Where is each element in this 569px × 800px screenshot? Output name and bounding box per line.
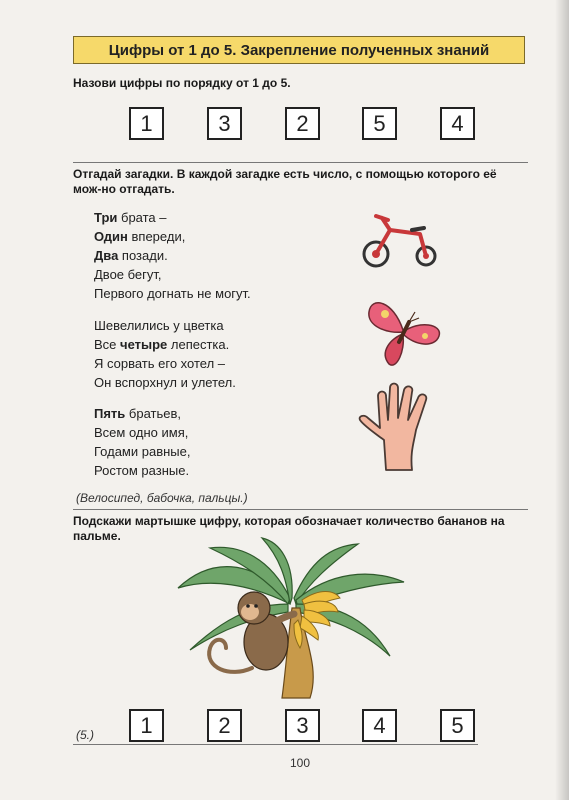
divider — [73, 744, 478, 745]
digit-box-2: 3 — [207, 107, 242, 140]
riddle1-line2: впереди, — [127, 229, 186, 244]
digit-box-3: 3 — [285, 709, 320, 742]
hand-icon — [356, 380, 438, 472]
riddle1-line4: Двое бегут, — [94, 267, 162, 282]
task2-answer: (Велосипед, бабочка, пальцы.) — [76, 491, 248, 505]
riddle2-line2-pre: Все — [94, 337, 121, 352]
riddle1-line5: Первого догнать не могут. — [94, 286, 251, 301]
riddle3-line3: Годами равные, — [94, 444, 191, 459]
riddle2-line4: Он вспорхнул и улетел. — [94, 375, 236, 390]
digit-box-1: 1 — [129, 107, 164, 140]
task1-instruction: Назови цифры по порядку от 1 до 5. — [73, 76, 291, 90]
riddle1-line3: позади. — [118, 248, 168, 263]
riddle-2 — [94, 316, 236, 392]
page-title: Цифры от 1 до 5. Закрепление полученных знаний — [73, 36, 525, 64]
digit-box-4: 5 — [362, 107, 397, 140]
digit-box-4: 4 — [362, 709, 397, 742]
riddle-3 — [94, 404, 190, 480]
tricycle-icon — [360, 212, 440, 272]
task3-answer: (5.) — [76, 728, 94, 742]
divider — [73, 509, 528, 510]
riddle-1 — [94, 208, 251, 303]
riddle1-line1: брата – — [117, 210, 167, 225]
riddle3-line4: Ростом разные. — [94, 463, 190, 478]
digit-box-3: 2 — [285, 107, 320, 140]
divider — [73, 162, 528, 163]
digit-box-1: 1 — [129, 709, 164, 742]
riddle2-number: четыре — [120, 337, 168, 352]
monkey-palm-icon — [170, 538, 410, 698]
digit-box-5: 4 — [440, 107, 475, 140]
page-number: 100 — [289, 756, 311, 770]
riddle3-number: Пять — [94, 406, 126, 421]
riddle1-number: Три — [94, 210, 118, 225]
butterfly-icon — [363, 290, 443, 370]
digit-box-2: 2 — [207, 709, 242, 742]
riddle2-line2-post: лепестка. — [167, 337, 230, 352]
riddle3-line2: Всем одно имя, — [94, 425, 189, 440]
riddle1-number: Один — [94, 229, 128, 244]
digit-box-5: 5 — [440, 709, 475, 742]
riddle2-line1: Шевелились у цветка — [94, 318, 224, 333]
task2-instruction: Отгадай загадки. В каждой загадке есть число, с помощью которого её мож-но отгадать. — [73, 167, 497, 196]
task3-instruction: Подскажи мартышке цифру, которая обозначает количество бананов на пальме. — [73, 514, 505, 543]
riddle1-number: Два — [94, 248, 119, 263]
riddle2-line3: Я сорвать его хотел – — [94, 356, 226, 371]
riddle3-line1: братьев, — [125, 406, 182, 421]
page-edge-shadow — [555, 0, 569, 800]
